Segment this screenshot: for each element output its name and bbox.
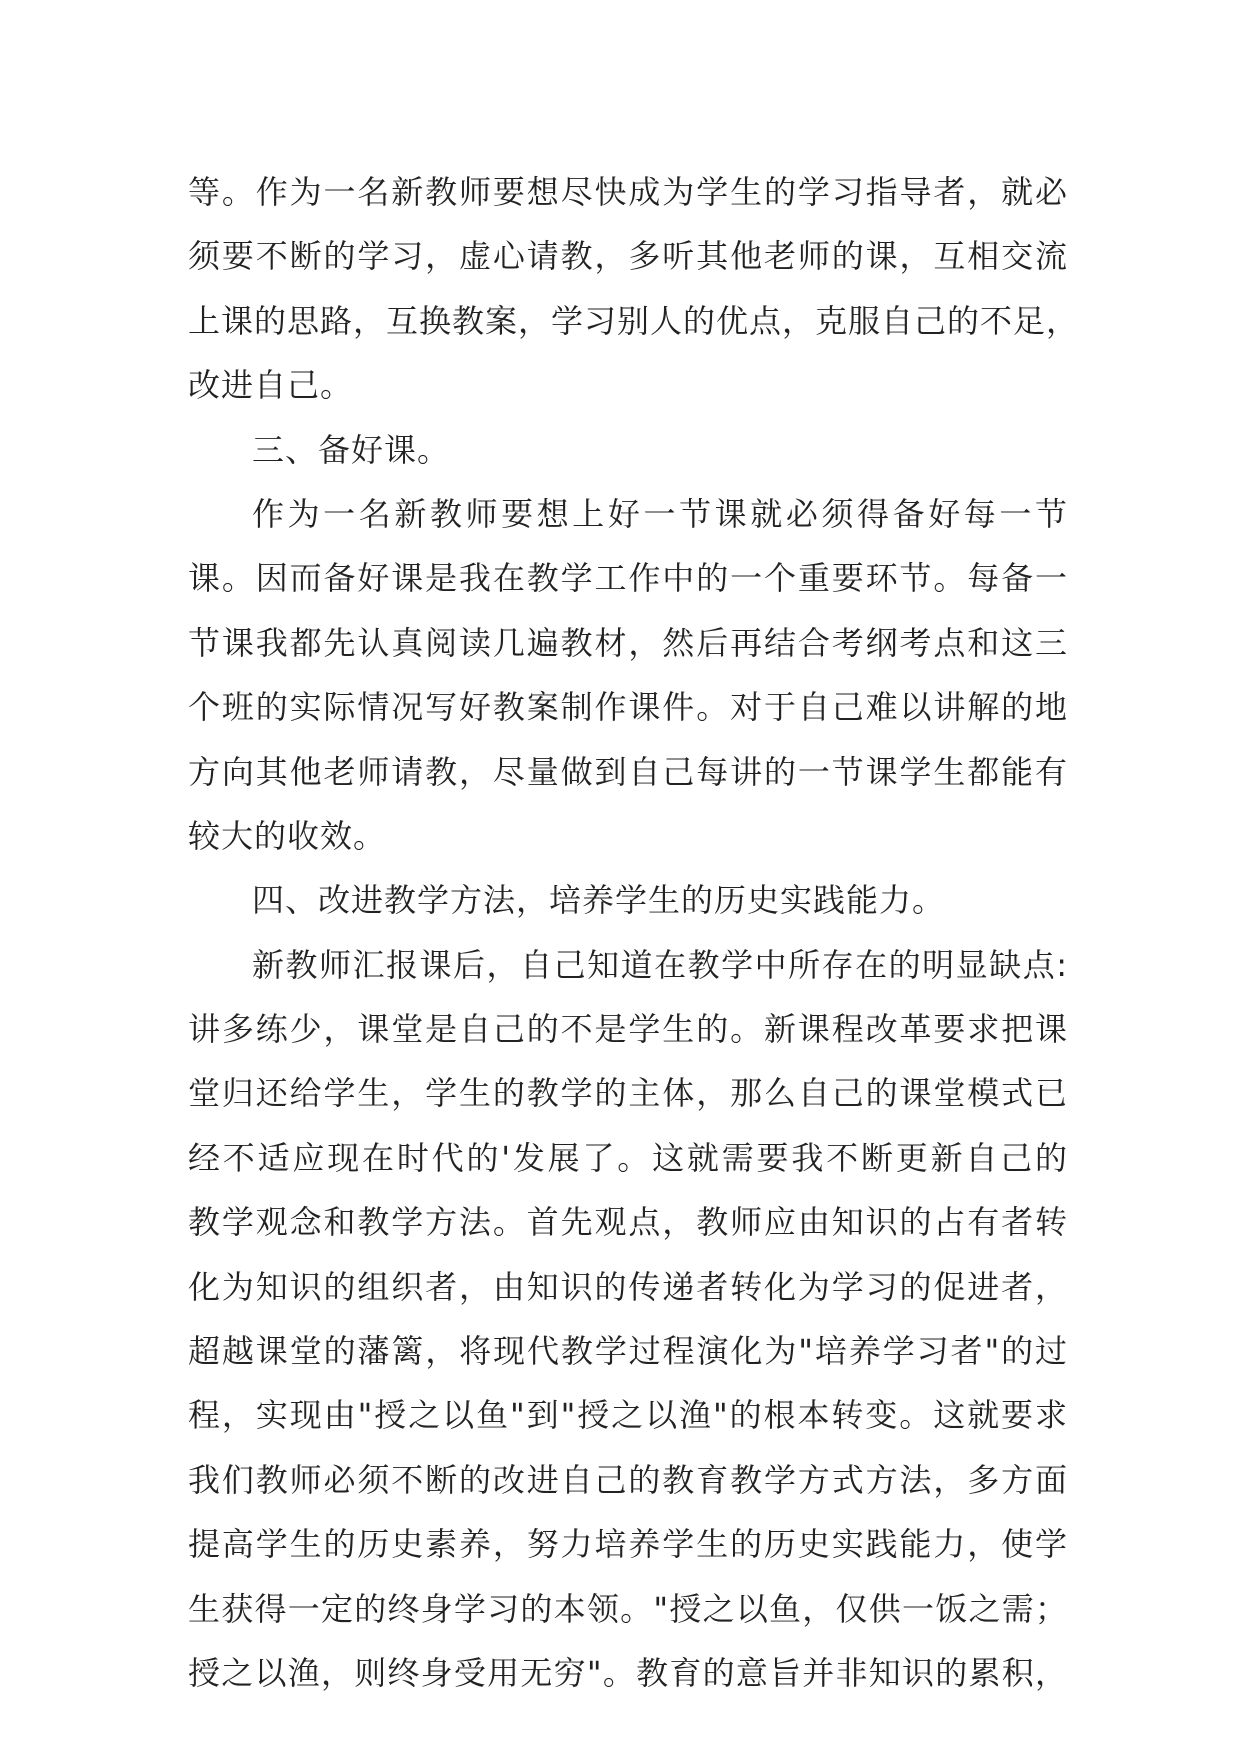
text-line: 方向其他老师请教，尽量做到自己每讲的一节课学生都能有 (188, 752, 1068, 791)
text-line: 个班的实际情况写好教案制作课件。对于自己难以讲解的地 (188, 688, 1068, 727)
text-line: 堂归还给学生，学生的教学的主体，那么自己的课堂模式已 (188, 1074, 1068, 1113)
text-line: 较大的收效。 (188, 816, 387, 855)
text-line: 改进自己。 (188, 366, 354, 405)
section-heading: 四、改进教学方法，培养学生的历史实践能力。 (252, 881, 946, 920)
body-text (188, 160, 1080, 1705)
section-heading: 三、备好课。 (252, 430, 451, 469)
text-line: 课。因而备好课是我在教学工作中的一个重要环节。每备一 (188, 559, 1068, 598)
text-line: 作为一名新教师要想上好一节课就必须得备好每一节 (252, 494, 1068, 533)
text-line: 教学观念和教学方法。首先观点，教师应由知识的占有者转 (188, 1203, 1068, 1242)
text-line: 授之以渔，则终身受用无穷"。教育的意旨并非知识的累积， (188, 1653, 1068, 1692)
text-line: 新教师汇报课后，自己知道在教学中所存在的明显缺点: (252, 945, 1068, 984)
text-line: 我们教师必须不断的改进自己的教育教学方式方法，多方面 (188, 1460, 1068, 1499)
text-line: 等。作为一名新教师要想尽快成为学生的学习指导者，就必 (188, 173, 1068, 211)
text-line: 生获得一定的终身学习的本领。"授之以鱼，仅供一饭之需； (188, 1589, 1068, 1628)
text-line: 提高学生的历史素养，努力培养学生的历史实践能力，使学 (188, 1525, 1068, 1564)
text-line: 上课的思路，互换教案，学习别人的优点，克服自己的不足， (188, 301, 1080, 340)
text-line: 须要不断的学习，虚心请教，多听其他老师的课，互相交流 (188, 237, 1068, 276)
text-line: 化为知识的组织者，由知识的传递者转化为学习的促进者， (188, 1267, 1068, 1306)
text-line: 节课我都先认真阅读几遍教材，然后再结合考纲考点和这三 (188, 623, 1068, 662)
text-line: 经不适应现在时代的'发展了。这就需要我不断更新自己的 (188, 1138, 1068, 1177)
text-line: 超越课堂的藩篱，将现代教学过程演化为"培养学习者"的过 (188, 1332, 1068, 1371)
text-line: 讲多练少，课堂是自己的不是学生的。新课程改革要求把课 (188, 1010, 1068, 1049)
text-line: 程，实现由"授之以鱼"到"授之以渔"的根本转变。这就要求 (188, 1396, 1068, 1435)
